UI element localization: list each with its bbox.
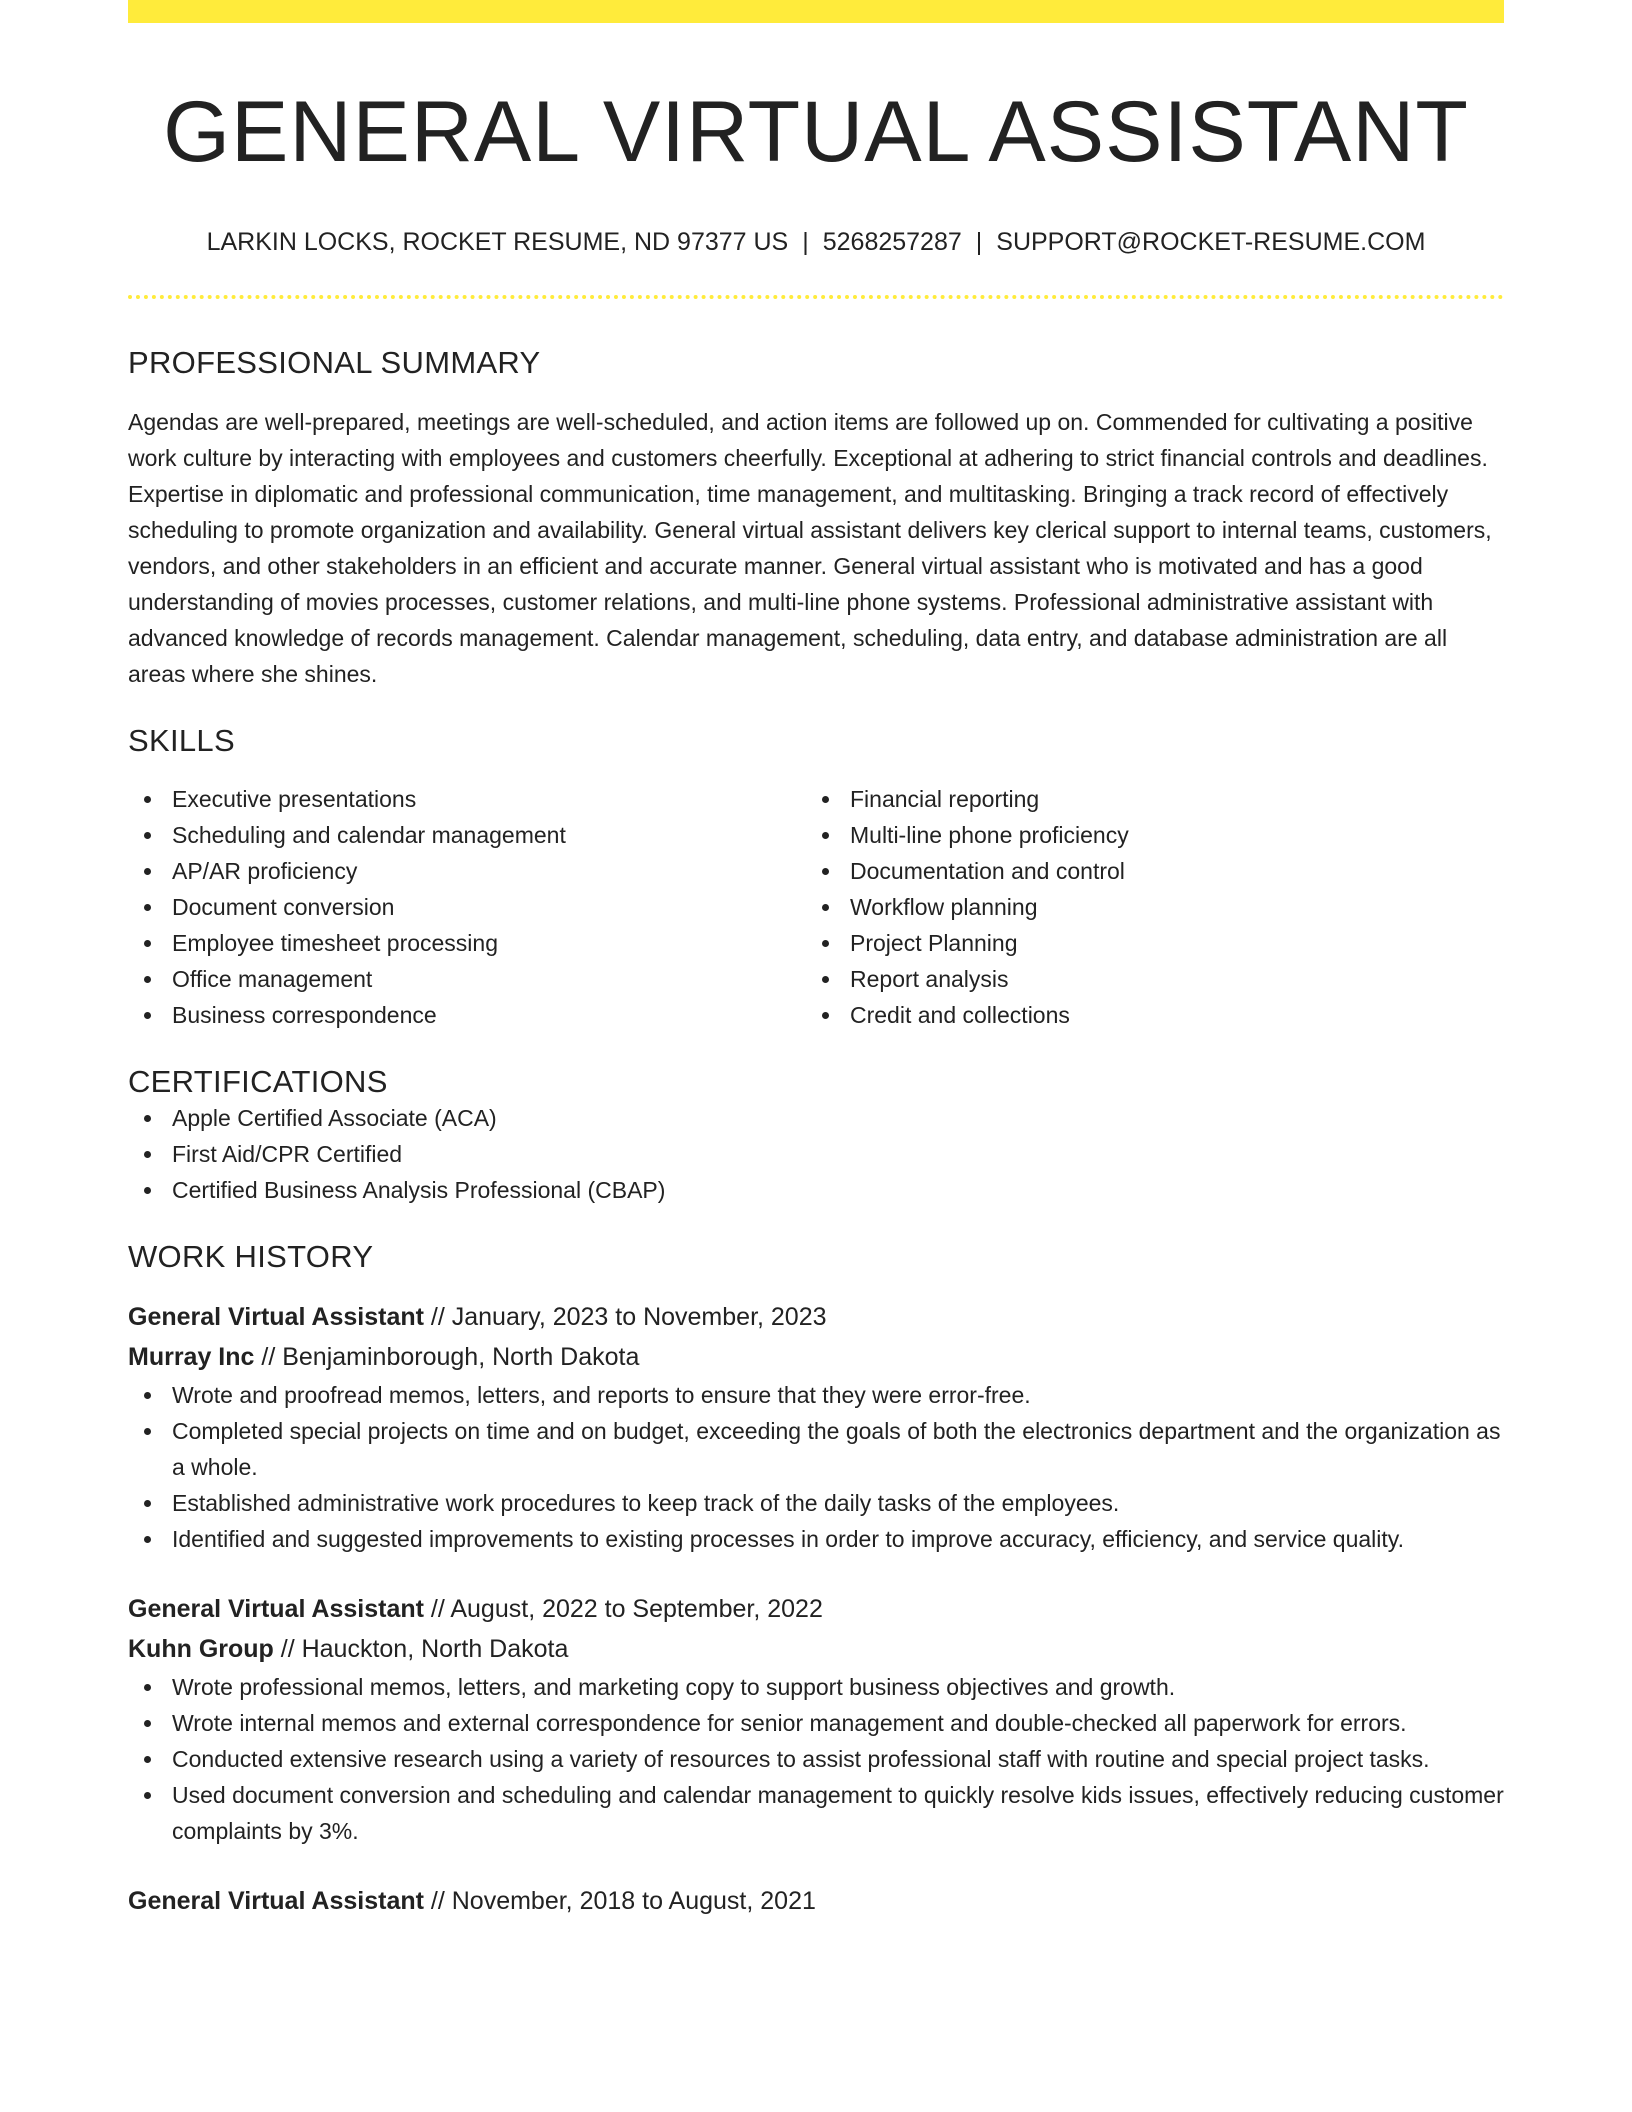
- job-bullets: [128, 1669, 1504, 1849]
- job-bullet: Wrote internal memos and external correspondence for senior management and double-checked all paperwork for errors.: [128, 1705, 1504, 1741]
- skill-item: Financial reporting: [806, 781, 1484, 817]
- certifications-list: [128, 1100, 1504, 1208]
- work-history-heading: WORK HISTORY: [128, 1239, 374, 1275]
- skill-item: Executive presentations: [128, 781, 806, 817]
- contact-separator: |: [802, 228, 809, 257]
- contact-separator: |: [975, 228, 983, 257]
- skill-item: Multi-line phone proficiency: [806, 817, 1484, 853]
- skills-heading: SKILLS: [128, 722, 235, 758]
- job-bullet: Established administrative work procedures to keep track of the daily tasks of the employees.: [128, 1485, 1504, 1521]
- job-bullet: Completed special projects on time and on budget, exceeding the goals of both the electronics department and the organization as a whole.: [128, 1413, 1504, 1485]
- skill-item: Report analysis: [806, 961, 1484, 997]
- certifications-section: [128, 1063, 1504, 1208]
- skills-grid: [128, 781, 1504, 1033]
- job-title-line: [128, 1881, 1504, 1921]
- job-company: Murray Inc: [128, 1343, 255, 1372]
- job-company-line: [128, 1629, 1504, 1669]
- job-bullets: [128, 1377, 1504, 1557]
- job-bullet: Identified and suggested improvements to existing processes in order to improve accuracy, efficiency, and service quality.: [128, 1521, 1504, 1557]
- job-title: General Virtual Assistant: [128, 1595, 424, 1624]
- job-company: Kuhn Group: [128, 1635, 274, 1664]
- skill-item: Project Planning: [806, 925, 1484, 961]
- skill-item: Credit and collections: [806, 997, 1484, 1033]
- summary-text: Agendas are well-prepared, meetings are well-scheduled, and action items are followed up on. Commended for cultivating a positive work culture by interacting with employees and customers cheerfully. Exceptional at adhering to strict financial controls and deadlines. Expertise in diplomatic and professional communication, time management, and multitasking. Bringing a track record of effectively scheduling to promote organization and availability. General virtual assistant delivers key clerical support to internal teams, customers, vendors, and other stakeholders in an efficient and accurate manner. General virtual assistant who is motivated and has a good understanding of movies processes, customer relations, and multi-line phone systems. Professional administrative assistant with advanced knowledge of records management. Calendar management, scheduling, data entry, and database administration are all areas where she shines.: [128, 408, 1492, 687]
- job-entry: [128, 1297, 1504, 1557]
- skills-section: [128, 722, 1504, 1033]
- top-accent-bar: [128, 0, 1504, 23]
- contact-line: [128, 226, 1504, 259]
- summary-section: [128, 344, 1504, 692]
- job-dates: // January, 2023 to November, 2023: [423, 1303, 827, 1332]
- job-company-line: [128, 1337, 1504, 1377]
- skill-item: Documentation and control: [806, 853, 1484, 889]
- header-divider: [128, 295, 1504, 299]
- job-dates: // August, 2022 to September, 2022: [423, 1595, 823, 1624]
- skills-left-list: [128, 781, 806, 1033]
- job-bullet: Used document conversion and scheduling and calendar management to quickly resolve kids issues, effectively reducing customer complaints by 3%.: [128, 1777, 1504, 1849]
- job-entry: [128, 1881, 1504, 1921]
- certification-item: Certified Business Analysis Professional (CBAP): [128, 1172, 1504, 1208]
- skill-item: Document conversion: [128, 889, 806, 925]
- page-title: GENERAL VIRTUAL ASSISTANT: [163, 84, 1469, 180]
- job-title: General Virtual Assistant: [128, 1887, 424, 1916]
- job-dates: // November, 2018 to August, 2021: [423, 1887, 816, 1916]
- job-bullet: Wrote and proofread memos, letters, and reports to ensure that they were error-free.: [128, 1377, 1504, 1413]
- skill-item: Employee timesheet processing: [128, 925, 806, 961]
- contact-email: SUPPORT@ROCKET-RESUME.COM: [996, 228, 1426, 257]
- certifications-heading: CERTIFICATIONS: [128, 1064, 388, 1100]
- skill-item: Workflow planning: [806, 889, 1484, 925]
- resume-page: [128, 0, 1504, 1921]
- skills-right-list: [806, 781, 1484, 1033]
- skill-item: Office management: [128, 961, 806, 997]
- summary-heading: PROFESSIONAL SUMMARY: [128, 344, 541, 380]
- job-title: General Virtual Assistant: [128, 1303, 424, 1332]
- job-bullet: Conducted extensive research using a variety of resources to assist professional staff with routine and special project tasks.: [128, 1741, 1504, 1777]
- certification-item: First Aid/CPR Certified: [128, 1136, 1504, 1172]
- job-title-line: [128, 1589, 1504, 1629]
- job-location: // Hauckton, North Dakota: [273, 1635, 569, 1664]
- job-bullet: Wrote professional memos, letters, and marketing copy to support business objectives and growth.: [128, 1669, 1504, 1705]
- skill-item: Scheduling and calendar management: [128, 817, 806, 853]
- work-history-section: [128, 1238, 1504, 1921]
- job-location: // Benjaminborough, North Dakota: [254, 1343, 640, 1372]
- job-title-line: [128, 1297, 1504, 1337]
- job-entry: [128, 1589, 1504, 1849]
- skill-item: Business correspondence: [128, 997, 806, 1033]
- skill-item: AP/AR proficiency: [128, 853, 806, 889]
- certification-item: Apple Certified Associate (ACA): [128, 1100, 1504, 1136]
- contact-phone: 5268257287: [822, 228, 962, 257]
- contact-address: LARKIN LOCKS, ROCKET RESUME, ND 97377 US: [206, 228, 789, 257]
